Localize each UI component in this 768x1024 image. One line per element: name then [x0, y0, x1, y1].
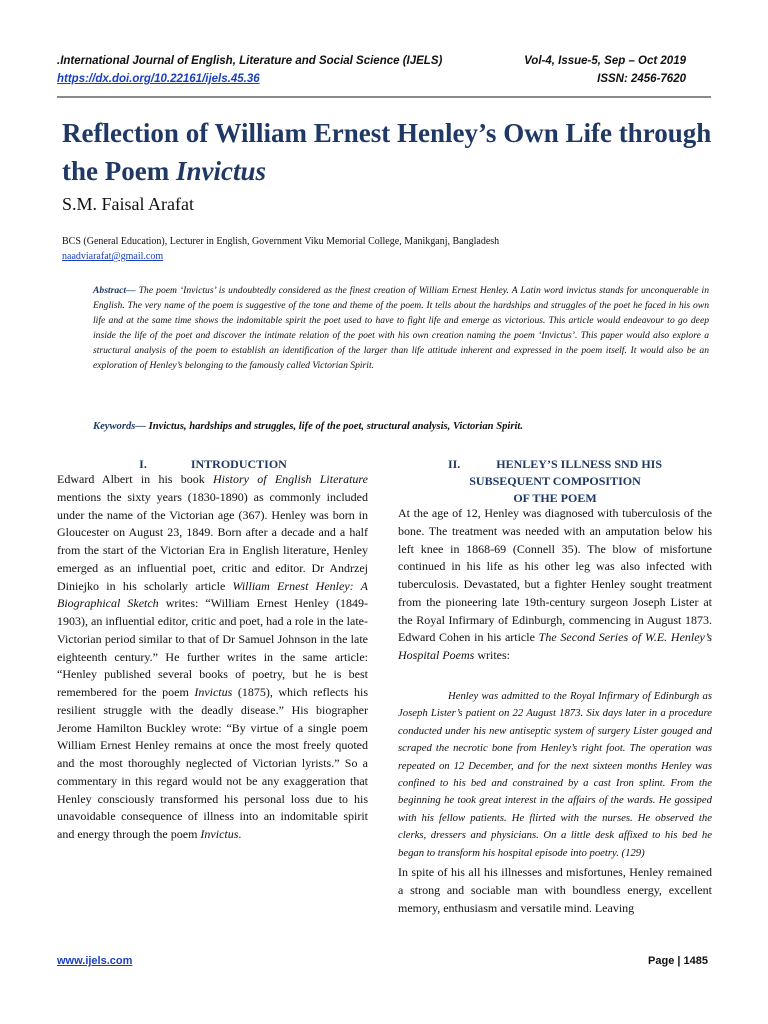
text-run: writes: “William Ernest Henley (1849-1903), an influential editor, critic and poet, had a role in the late-Victorian period similar to that of Dr Samuel Johnson in the late eighteenth century.” He further writes in the same article: “Henley published several books of poetry, but he is best remembered for the poem [57, 596, 368, 699]
cited-article-title: The Second Series of W.E. Henley’s Hospital Poems [398, 630, 713, 662]
section-2-title-text: HENLEY’S ILLNESS SND HIS [496, 457, 663, 471]
volume-issue: Vol-4, Issue-5, Sep – Oct 2019 [524, 55, 686, 67]
author-email-link[interactable]: naadviarafat@gmail.com [62, 251, 164, 262]
section-2-title-line2: SUBSEQUENT COMPOSITION [469, 474, 641, 488]
quote-indent [398, 690, 448, 702]
section-1-number: I. [139, 457, 147, 471]
poem-title: Invictus [194, 685, 233, 699]
footer-site-link[interactable]: www.ijels.com [57, 955, 133, 967]
article-title-ref: William Ernest Henley: A Biographical Sketch [57, 578, 368, 611]
text-run: In spite of his all his illnesses and misfortunes, Henley remained a strong and sociable man with boundless energy, excellent memory, enthusiasm and versatile mind. Leaving [398, 865, 712, 915]
doi-link[interactable]: https://dx.doi.org/10.22161/ijels.45.36 [57, 73, 260, 85]
author-affiliation: BCS (General Education), Lecturer in English, Government Viku Memorial College, Manikganj, Bangladesh [62, 236, 500, 247]
text-run: At the age of 12, Henley was diagnosed with tuberculosis of the bone. The treatment was needed with an amputation below his left knee in 1868-69 (Connell 35). The blow of misfortune continued in his life as his other leg was also infected with tuberculosis. Devastated, but a fighter Henley sought treatment from the pioneering late 19th-century surgeon Joseph Lister at the Royal Infirmary of Edinburgh, commencing in August 1873. Edward Cohen in his article [398, 506, 712, 645]
title-main: Reflection of William Ernest Henley’s Own Life through the Poem [62, 118, 712, 186]
section-2-heading [398, 456, 712, 507]
abstract-text: The poem ‘Invictus’ is undoubtedly considered as the finest creation of William Ernest Henley. A Latin word invictus stands for unconquerable in English. The very name of the poem is suggestive of the tone and theme of the poem. It tells about the hardships and struggles of the poet he faced in his own life and at the same time shows the indomitable spirit the poet used to have to fight life and emerge as victorious. This article would endeavour to go deep inside the life of the poet and discover the intimate relation of the poet with his own creation naming the poem ‘Invictus’. This paper would also explore a structural analysis of the poem to establish an identification of the larger than life attitude inherent and expressed in the poem itself. It would also be an exploration of Henley’s belonging to the famously called Victorian Spirit. [93, 285, 709, 372]
block-quote [398, 688, 712, 862]
abstract-label: Abstract— [93, 285, 136, 296]
text-run: (1875), which reflects his resilient struggle with the deadly disease.” His biographer Jerome Hamilton Buckley wrote: “By virtue of a single poem William Ernest Henley remains at once the most freely quoted and the most thoroughly neglected of Victorian lyrists.” So a commentary in this regard would not be any exaggeration that Henley consciously transformed his personal loss due to his unavoidable consequence of illness into an indomitable spirit and energy through the poem [57, 685, 368, 841]
quote-text: Henley was admitted to the Royal Infirmary of Edinburgh as Joseph Lister’s patient on 22 August 1873. Six days later in a procedure conducted under his new antiseptic system of surgery Lister gouged and scraped the necrotic bone from Henley’s right foot. The operation was repeated on 12 December, and for the next sixteen months Henley was confined to his bed and constrained by a cast Iron splint. From the beginning he took great interest in the affairs of the wards. He gossiped with his fellow patients. He flirted with the nurses. He observed the clerks, dressers and physicians. On a little desk affixed to his bed he began to transform his hospital episode into poetry. (129) [398, 690, 712, 859]
section-2-body-continued [398, 864, 712, 917]
section-1-title: INTRODUCTION [190, 457, 287, 471]
journal-name: .International Journal of English, Literature and Social Science (IJELS) [57, 55, 443, 67]
section-2-number: II. [447, 457, 461, 471]
title-italic: Invictus [175, 156, 266, 186]
text-run: Edward Albert in his book [57, 472, 213, 486]
text-run: writes: [474, 648, 511, 662]
section-2-title-line3: OF THE POEM [513, 491, 597, 505]
keywords-label: Keywords— [93, 421, 146, 432]
issn: ISSN: 2456-7620 [597, 73, 686, 85]
book-title: History of English Literature [212, 472, 368, 486]
keywords [93, 421, 713, 432]
section-2-body [398, 505, 712, 665]
text-run: mentions the sixty years (1830-1890) as commonly included under the name of the Victorian age (367). Henley was born in Gloucester on August 23, 1849. Born after a decade and a half from the start of the Victorian Era in English literature, Henley emerged as an influential poet, critic and editor. Dr Andrzej Diniejko in his scholarly article [57, 489, 368, 593]
keywords-text: Invictus, hardships and struggles, life of the poet, structural analysis, Victorian Spirit. [145, 421, 524, 432]
page-number: Page | 1485 [648, 955, 708, 967]
text-run: . [238, 827, 242, 841]
section-1-body [57, 471, 368, 844]
section-2-title-line1 [398, 456, 712, 473]
article-title [62, 114, 722, 190]
header-divider [57, 96, 711, 98]
poem-title: Invictus [200, 827, 239, 841]
author-name: S.M. Faisal Arafat [62, 194, 194, 214]
abstract [93, 283, 709, 374]
